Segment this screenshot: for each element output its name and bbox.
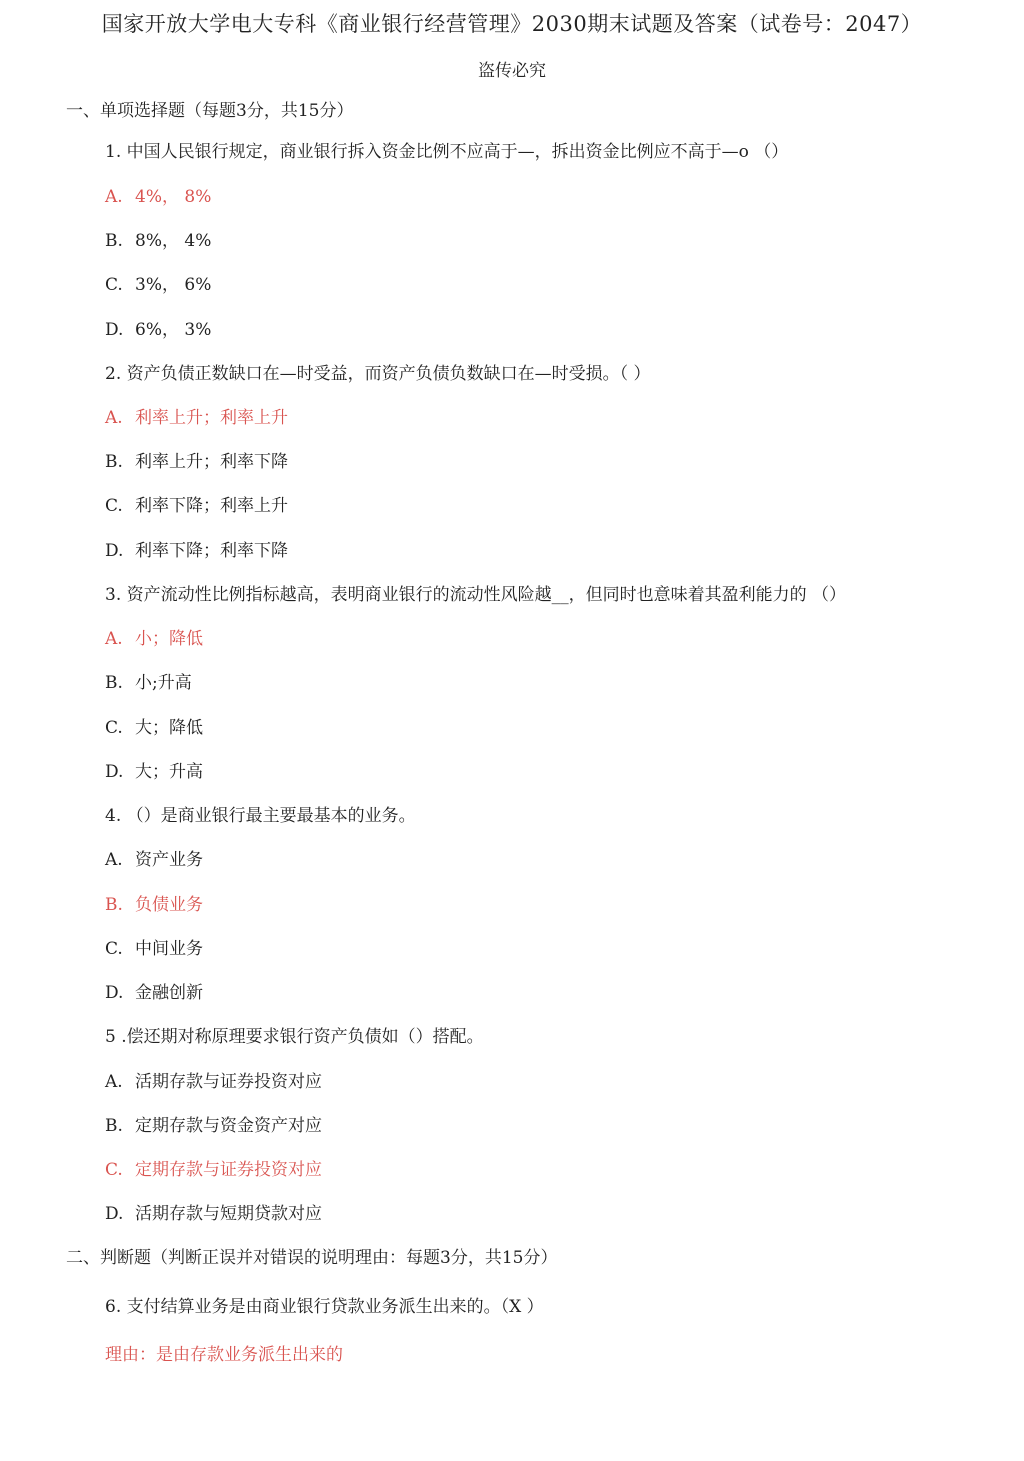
option-1d bbox=[105, 315, 211, 340]
section-heading-single-choice: 一、单项选择题（每题3分，共15分） bbox=[66, 101, 354, 121]
option-letter: D. bbox=[105, 983, 124, 1003]
option-letter: D. bbox=[105, 762, 124, 782]
option-letter: B. bbox=[105, 673, 123, 693]
option-2c bbox=[105, 491, 288, 516]
option-text: 利率下降；利率下降 bbox=[135, 541, 288, 561]
option-letter: D. bbox=[105, 320, 124, 340]
option-letter: B. bbox=[105, 895, 123, 915]
option-text: 活期存款与证券投资对应 bbox=[135, 1072, 322, 1092]
option-letter: B. bbox=[105, 1116, 123, 1136]
question-5: 5 .偿还期对称原理要求银行资产负债如（）搭配。 bbox=[105, 1027, 484, 1047]
option-letter: D. bbox=[105, 541, 124, 561]
option-4a bbox=[105, 845, 203, 870]
option-text: 中间业务 bbox=[135, 939, 203, 959]
option-letter: C. bbox=[105, 1160, 123, 1180]
question-1: 1. 中国人民银行规定，商业银行拆入资金比例不应高于—，拆出资金比例应不高于—o （） bbox=[105, 142, 789, 162]
option-3b bbox=[105, 668, 192, 693]
option-1b bbox=[105, 226, 211, 251]
option-text: 4%， 8% bbox=[135, 187, 212, 207]
option-4c bbox=[105, 934, 203, 959]
option-text: 利率下降；利率上升 bbox=[135, 496, 288, 516]
question-3: 3. 资产流动性比例指标越高，表明商业银行的流动性风险越__，但同时也意味着其盈利能力的 （） bbox=[105, 585, 847, 605]
option-text: 6%， 3% bbox=[135, 320, 212, 340]
question-4: 4. （）是商业银行最主要最基本的业务。 bbox=[105, 806, 416, 826]
option-letter: C. bbox=[105, 496, 123, 516]
option-4b bbox=[105, 890, 203, 915]
option-letter: A. bbox=[105, 408, 123, 428]
question-6: 6. 支付结算业务是由商业银行贷款业务派生出来的。（X ） bbox=[105, 1297, 544, 1317]
option-3a bbox=[105, 624, 203, 649]
option-letter: A. bbox=[105, 187, 123, 207]
option-text: 小;升高 bbox=[135, 673, 192, 693]
option-text: 利率上升；利率上升 bbox=[135, 408, 288, 428]
option-letter: D. bbox=[105, 1204, 124, 1224]
option-text: 8%， 4% bbox=[135, 231, 212, 251]
option-letter: B. bbox=[105, 231, 123, 251]
option-text: 大；升高 bbox=[135, 762, 203, 782]
option-text: 大；降低 bbox=[135, 718, 203, 738]
option-5a bbox=[105, 1067, 322, 1092]
document-subtitle: 盗传必究 bbox=[478, 61, 546, 81]
option-text: 定期存款与资金资产对应 bbox=[135, 1116, 322, 1136]
document-title: 国家开放大学电大专科《商业银行经营管理》2030期末试题及答案（试卷号：2047） bbox=[101, 12, 923, 36]
option-3c bbox=[105, 713, 203, 738]
option-3d bbox=[105, 757, 203, 782]
option-letter: A. bbox=[105, 629, 123, 649]
option-text: 小；降低 bbox=[135, 629, 203, 649]
option-text: 负债业务 bbox=[135, 895, 203, 915]
option-2d bbox=[105, 536, 288, 561]
option-text: 利率上升；利率下降 bbox=[135, 452, 288, 472]
option-1c bbox=[105, 270, 211, 295]
option-text: 3%， 6% bbox=[135, 275, 212, 295]
answer-reason: 理由：是由存款业务派生出来的 bbox=[105, 1345, 343, 1365]
option-text: 资产业务 bbox=[135, 850, 203, 870]
option-5b bbox=[105, 1111, 322, 1136]
option-letter: B. bbox=[105, 452, 123, 472]
option-letter: A. bbox=[105, 850, 123, 870]
option-1a bbox=[105, 182, 211, 207]
option-letter: C. bbox=[105, 718, 123, 738]
option-text: 活期存款与短期贷款对应 bbox=[135, 1204, 322, 1224]
option-letter: C. bbox=[105, 275, 123, 295]
option-2b bbox=[105, 447, 288, 472]
option-letter: C. bbox=[105, 939, 123, 959]
option-letter: A. bbox=[105, 1072, 123, 1092]
option-5d bbox=[105, 1199, 322, 1224]
option-text: 定期存款与证券投资对应 bbox=[135, 1160, 322, 1180]
option-4d bbox=[105, 978, 203, 1003]
question-2: 2. 资产负债正数缺口在—时受益，而资产负债负数缺口在—时受损。（ ） bbox=[105, 364, 651, 384]
option-2a bbox=[105, 403, 288, 428]
option-text: 金融创新 bbox=[135, 983, 203, 1003]
option-5c bbox=[105, 1155, 322, 1180]
section-heading-true-false: 二、判断题（判断正误并对错误的说明理由：每题3分，共15分） bbox=[66, 1248, 558, 1268]
